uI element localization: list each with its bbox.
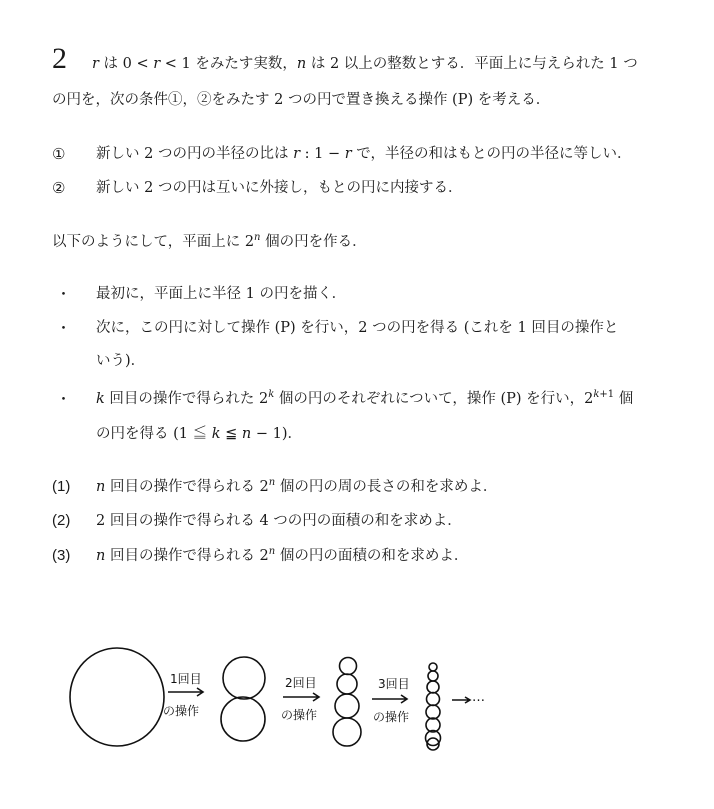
construction-intro: 以下のようにして，平面上に 2$^n$ 個の円を作る． [52,232,367,250]
step2-label-top: 2回目 [285,676,317,690]
step1-label-top: 1回目 [170,672,202,686]
condition-1-mark: ① [52,145,66,163]
step3-circle-2 [428,671,438,681]
step2-circle-2 [337,674,357,694]
step1-circle-bottom [221,697,265,741]
question-2-label: (2) [52,512,71,529]
step1-label-bottom: の操作 [163,704,200,718]
step2-circle-1 [340,658,357,675]
arrow-4 [452,697,470,703]
question-3-text: n 回目の操作で得られる 2$^n$ 個の円の面積の和を求めよ． [96,546,469,564]
bullet-1-text: 最初に，平面上に半径 1 の円を描く． [96,286,347,302]
intro-line-2: の円を，次の条件①，②をみたす 2 つの円で置き換える操作 (P) を考える． [52,92,551,108]
condition-2-text: 新しい 2 つの円は互いに外接し，もとの円に内接する． [96,180,463,196]
step2-circle-3 [335,694,359,718]
step3-label-top: 3回目 [378,677,410,691]
step3-label-bottom: の操作 [373,710,410,724]
step2-circle-4 [333,718,361,746]
bullet-3-text-line1: k 回目の操作で得られた 2$^k$ 個の円のそれぞれについて，操作 (P) を行い，$2^{k+1}$ 個 [96,389,634,407]
problem-number: 2 [52,42,67,75]
question-2-text: 2 回目の操作で得られる 4 つの円の面積の和を求めよ． [96,513,462,529]
step3-circle-5 [426,705,440,719]
arrow-1 [168,688,203,696]
bullet-2-text-line2: いう)． [96,353,146,369]
bullet-2-text-line1: 次に，この円に対して操作 (P) を行い，2 つの円を得る (これを 1 回目の操作と [96,320,619,336]
question-1-text: n 回目の操作で得られる 2$^n$ 個の円の周の長さの和を求めよ． [96,477,498,495]
bullet-2-mark: ・ [56,319,72,337]
condition-2-mark: ② [52,179,66,197]
step3-circle-1 [429,663,437,671]
step2-label-bottom: の操作 [281,708,318,722]
step3-circle-4 [427,693,440,706]
step3-circle-3 [427,681,439,693]
bullet-3-text-line2: の円を得る (1 ≦ k ≦ n − 1)． [96,426,302,442]
intro-line-1: r は 0 < r < 1 をみたす実数，n は 2 以上の整数とする．平面上に与えられた 1 つ [92,56,638,72]
figure-ellipsis: … [472,690,485,705]
bullet-3-mark: ・ [56,390,72,408]
question-1-label: (1) [52,478,71,495]
arrow-2 [283,693,319,701]
initial-circle [70,648,164,746]
condition-1-text: 新しい 2 つの円の半径の比は r : 1 − r で，半径の和はもとの円の半径に等しい． [96,146,632,162]
bullet-1-mark: ・ [56,285,72,303]
arrow-3 [372,695,407,703]
step1-circle-top [223,657,265,699]
question-3-label: (3) [52,547,71,564]
